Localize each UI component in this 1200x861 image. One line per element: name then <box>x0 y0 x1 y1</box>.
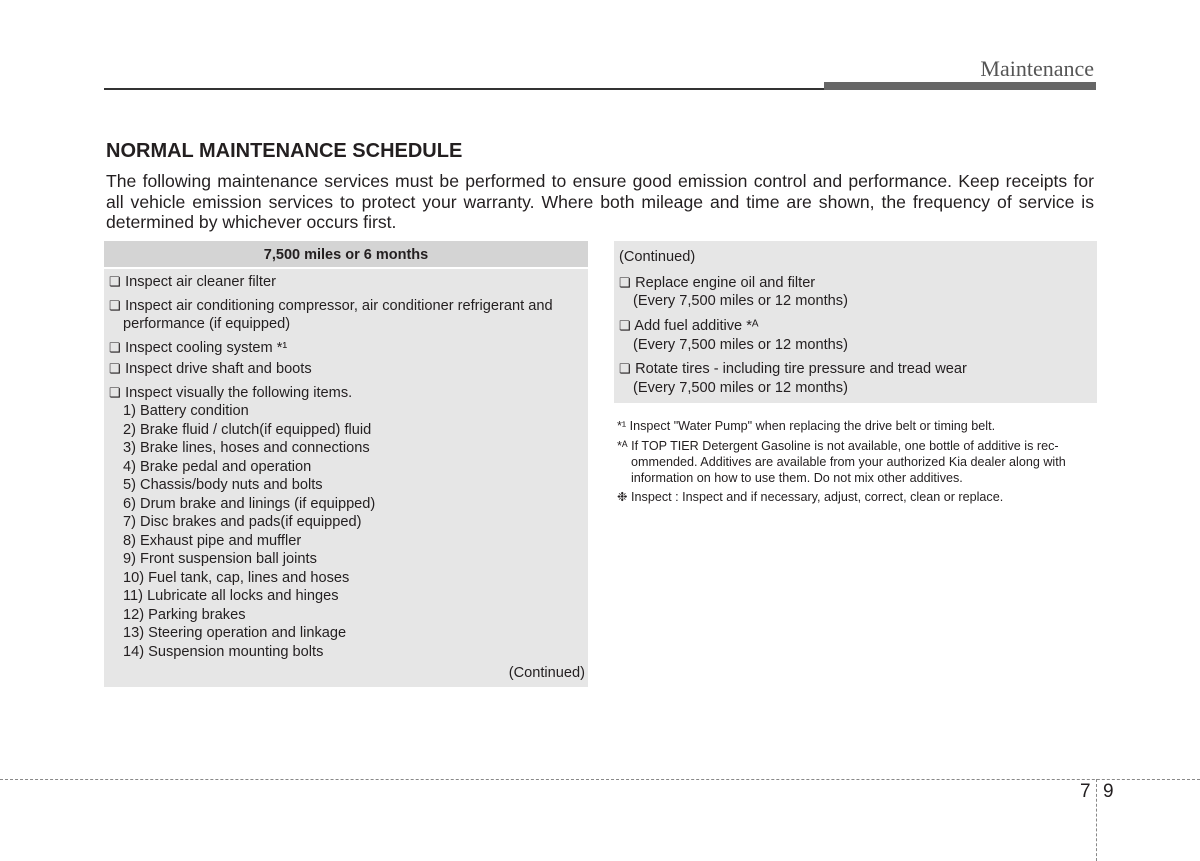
schedule-item-text: Inspect air conditioning compressor, air conditioner refrigerant and <box>125 298 553 314</box>
footnote-line: information on how to use them. Do not mix other additives. <box>631 471 963 485</box>
schedule-item-text: Replace engine oil and filter <box>635 275 816 291</box>
sub-item: 6) Drum brake and linings (if equipped) <box>123 495 376 512</box>
intro-paragraph: The following maintenance services must be performed to ensure good emission control and performance. Keep receipts for all vehicle emission services to protect your warranty. Where both mileage and time are shown, the frequency of service is determined by whichever occurs first. <box>106 171 1094 232</box>
checkbox-icon: ❏ <box>109 385 121 400</box>
header-title: Maintenance <box>980 56 1094 81</box>
sub-item: 1) Battery condition <box>123 403 249 419</box>
footnote-fuel-additive <box>617 438 1095 486</box>
header-rule <box>104 88 825 90</box>
sub-item: 9) Front suspension ball joints <box>123 551 317 567</box>
continued-label: (Continued) <box>619 249 696 265</box>
schedule-item <box>619 317 759 335</box>
sub-item: 5) Chassis/body nuts and bolts <box>123 477 323 493</box>
schedule-item <box>109 273 276 291</box>
sub-item: 8) Exhaust pipe and muffler <box>123 532 302 549</box>
checkbox-icon: ❏ <box>619 318 631 333</box>
sub-item: 12) Parking brakes <box>123 606 246 623</box>
schedule-panel-left <box>104 241 588 687</box>
sub-item: 4) Brake pedal and operation <box>123 458 312 475</box>
footnote-inspect: ❉ Inspect : Inspect and if necessary, adjust, correct, clean or replace. <box>617 490 1004 504</box>
sub-item: 10) Fuel tank, cap, lines and hoses <box>123 569 350 586</box>
page-number: 9 <box>1103 781 1114 802</box>
continued-label: (Continued) <box>508 665 585 681</box>
schedule-item-interval: (Every 7,500 miles or 12 months) <box>633 337 848 353</box>
schedule-item-text: Inspect air cleaner filter <box>125 274 276 290</box>
checkbox-icon: ❏ <box>109 274 121 289</box>
footnote-line: ommended. Additives are available from your authorized Kia dealer along with <box>631 455 1066 469</box>
sub-item: 11) Lubricate all locks and hinges <box>123 588 339 604</box>
sub-item: 13) Steering operation and linkage <box>123 625 347 641</box>
sub-item: 2) Brake fluid / clutch(if equipped) fluid <box>123 421 372 438</box>
checkbox-icon: ❏ <box>109 340 121 355</box>
schedule-item <box>109 339 287 357</box>
checkbox-icon: ❏ <box>109 298 121 313</box>
header-bar <box>824 82 1096 90</box>
sub-item: 14) Suspension mounting bolts <box>123 643 324 660</box>
schedule-item <box>109 297 553 315</box>
section-title: NORMAL MAINTENANCE SCHEDULE <box>106 140 463 162</box>
schedule-item-text: Inspect visually the following items. <box>125 385 353 401</box>
sub-item: 3) Brake lines, hoses and connections <box>123 440 370 456</box>
schedule-item-text: Add fuel additive *ᴬ <box>634 318 759 334</box>
schedule-panel-right <box>614 241 1097 403</box>
schedule-item-text: Rotate tires - including tire pressure and tread wear <box>635 361 967 377</box>
schedule-item-interval: (Every 7,500 miles or 12 months) <box>633 293 848 309</box>
checkbox-icon: ❏ <box>109 361 121 376</box>
footer-vertical-divider <box>1096 779 1097 861</box>
schedule-item <box>109 360 312 378</box>
checkbox-icon: ❏ <box>619 361 631 376</box>
schedule-item <box>619 360 967 378</box>
schedule-item-text: Inspect cooling system *¹ <box>125 340 288 356</box>
schedule-item <box>619 274 815 292</box>
page-chapter-number: 7 <box>1080 781 1091 802</box>
schedule-item-continuation: performance (if equipped) <box>123 316 291 332</box>
schedule-item <box>109 384 352 402</box>
footnote-line: *ᴬ If TOP TIER Detergent Gasoline is not available, one bottle of additive is rec- <box>617 439 1059 453</box>
schedule-item-interval: (Every 7,500 miles or 12 months) <box>633 380 848 396</box>
sub-item: 7) Disc brakes and pads(if equipped) <box>123 514 362 530</box>
checkbox-icon: ❏ <box>619 275 631 290</box>
footer-divider <box>0 779 1200 780</box>
footnote-water-pump: *¹ Inspect "Water Pump" when replacing the drive belt or timing belt. <box>617 419 996 433</box>
schedule-item-text: Inspect drive shaft and boots <box>125 361 312 377</box>
schedule-interval-heading: 7,500 miles or 6 months <box>104 241 588 269</box>
